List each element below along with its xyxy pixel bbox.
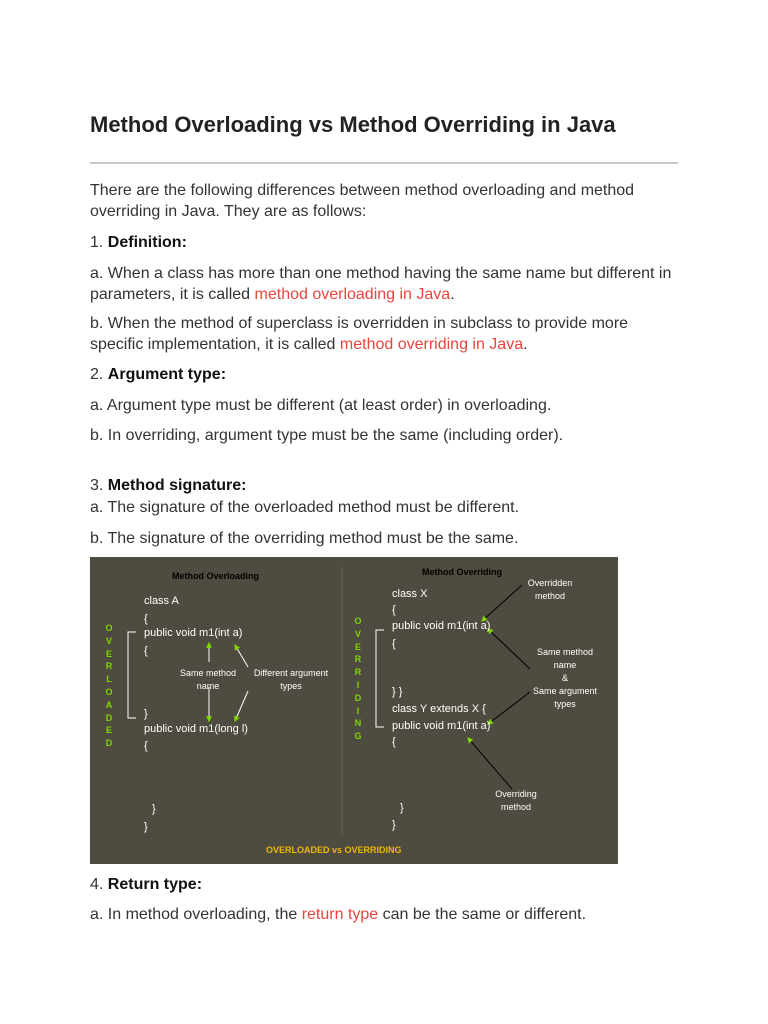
annotation-overridden-method: Overridden method	[527, 578, 573, 601]
definition-b-text: b. When the method of superclass is overridden in subclass to provide more specific implementation, it is called	[90, 315, 629, 353]
annotation-different-argument-types: Different argument types	[253, 668, 329, 691]
annotation-overriding-method: Overriding method	[495, 789, 537, 812]
annotation-same-name-and-args: Same method name & Same argument types	[532, 647, 598, 709]
definition-b	[90, 313, 680, 355]
right-code-line: class X	[392, 588, 428, 600]
right-code-line: {	[392, 638, 396, 650]
section-1-heading	[90, 232, 680, 253]
return-type-a-suffix: can be the same or different.	[378, 906, 587, 923]
diff-args-arrow-up	[235, 645, 248, 667]
left-code-line: {	[144, 613, 148, 625]
section-heading-text: Return type:	[107, 876, 203, 893]
section-heading-text: Method signature:	[107, 477, 247, 494]
section-number: 1.	[90, 234, 108, 251]
argument-type-b: b. In overriding, argument type must be the same (including order).	[90, 427, 564, 444]
return-type-a	[90, 904, 680, 925]
left-code-line: public void m1(int a)	[144, 627, 243, 639]
right-code-line: {	[392, 736, 396, 748]
right-code-line: public void m1(int a)	[392, 720, 491, 732]
diff-args-arrow-down	[235, 691, 248, 721]
right-code-line: public void m1(int a)	[392, 620, 491, 632]
method-signature-a: a. The signature of the overloaded method must be different.	[90, 499, 520, 516]
intro-paragraph: There are the following differences between method overloading and method overriding in Java. They are as follows:	[90, 182, 635, 220]
right-code-line: }	[400, 802, 404, 814]
overriding-vertical-letter: R	[354, 667, 362, 678]
section-number: 2.	[90, 366, 108, 383]
overloaded-vertical-letter: O	[105, 687, 113, 697]
section-heading-text: Argument type:	[107, 366, 227, 383]
overriding-vertical-letter: V	[354, 628, 361, 639]
right-code-line: {	[392, 604, 396, 616]
overloaded-vertical-letter: L	[106, 674, 112, 685]
left-code-line: public void m1(long l)	[144, 723, 248, 735]
section-heading-text: Definition:	[107, 234, 187, 251]
overloaded-vertical-letter: R	[105, 661, 113, 672]
overriding-vertical-letter: N	[354, 718, 362, 729]
section-2-heading	[90, 364, 680, 385]
left-code-line: }	[152, 803, 156, 815]
overloaded-vertical-letter: D	[105, 712, 113, 723]
method-overriding-link[interactable]: method overriding in Java	[339, 336, 524, 353]
overriding-bracket	[376, 630, 384, 727]
overloaded-vertical-letter: V	[105, 635, 112, 646]
left-code-line: }	[144, 821, 148, 833]
return-type-link[interactable]: return type	[301, 906, 379, 923]
page-title: Method Overloading vs Method Overriding in Java	[90, 112, 616, 137]
right-code-line: }	[392, 819, 396, 831]
overriding-vertical-letter: D	[354, 692, 362, 703]
method-signature-b: b. The signature of the overriding method must be the same.	[90, 530, 519, 547]
overriding-vertical-letter: E	[354, 641, 361, 652]
overloaded-bracket	[128, 632, 136, 718]
definition-a-text: a. When a class has more than one method having the same name but different in parameters, it is called	[90, 265, 672, 303]
overloading-vs-overriding-diagram	[90, 557, 618, 864]
overriding-vertical-letter: I	[356, 680, 360, 690]
right-code-line: } }	[392, 686, 403, 698]
left-title: Method Overloading	[172, 571, 260, 581]
left-code-line: class A	[144, 595, 179, 607]
annotation-same-method-name: Same method name	[179, 668, 237, 691]
overriding-vertical-letter: O	[354, 616, 362, 626]
overriding-vertical-letter: R	[354, 654, 362, 665]
left-code-line: }	[144, 708, 148, 720]
section-number: 3.	[90, 477, 108, 494]
right-title: Method Overriding	[422, 567, 503, 577]
left-code-line: {	[144, 740, 148, 752]
argument-type-a: a. Argument type must be different (at least order) in overloading.	[90, 397, 552, 414]
left-code-line: {	[144, 645, 148, 657]
definition-b-suffix: .	[523, 336, 528, 353]
overloaded-vertical-letter: E	[105, 648, 112, 659]
return-type-a-text: a. In method overloading, the	[90, 906, 302, 923]
section-3-heading	[90, 475, 680, 496]
overloaded-vertical-letter: A	[105, 699, 113, 710]
overloaded-vertical-letter: E	[105, 725, 112, 736]
title-divider	[90, 162, 678, 164]
overriding-vertical-letter: I	[356, 705, 360, 716]
right-code-line: class Y extends X {	[392, 703, 486, 715]
overriding-arrow	[468, 738, 512, 789]
section-number: 4.	[90, 876, 108, 893]
definition-a-suffix: .	[450, 286, 455, 303]
section-4-heading	[90, 874, 680, 895]
overloaded-vertical-letter: D	[105, 738, 113, 749]
overloaded-vertical-letter: O	[105, 623, 113, 633]
method-overloading-link[interactable]: method overloading in Java	[254, 286, 451, 303]
diagram-caption: OVERLOADED vs OVERRIDING	[266, 845, 402, 855]
definition-a	[90, 263, 680, 305]
overriding-vertical-letter: G	[354, 731, 362, 742]
